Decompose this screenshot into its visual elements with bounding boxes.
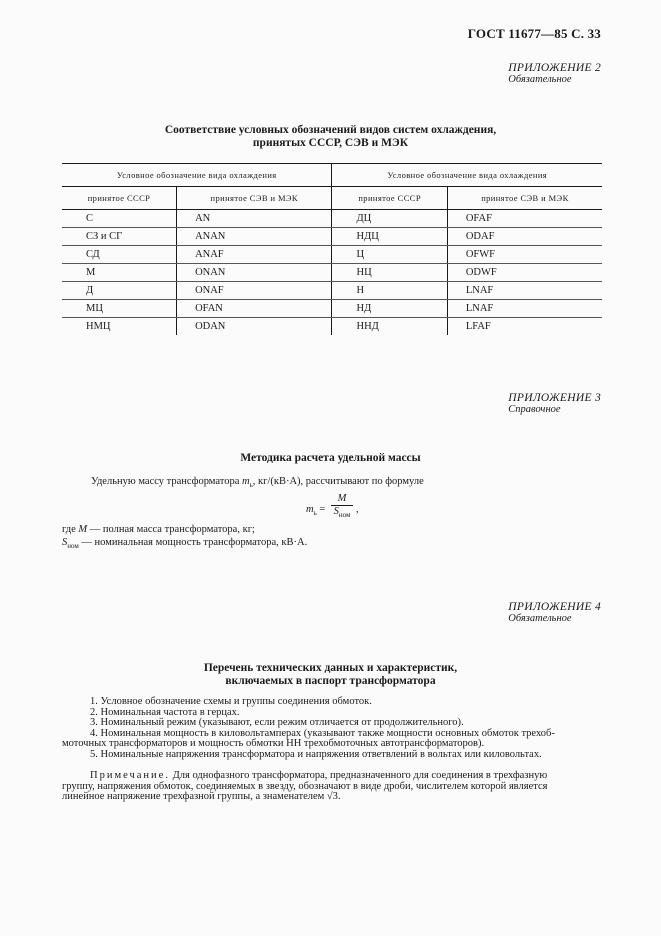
cell-sev: AN xyxy=(177,210,332,228)
cell-ussr: С xyxy=(62,210,177,228)
appendix-2-label: ПРИЛОЖЕНИЕ 2 xyxy=(508,62,601,74)
cell-ussr: НЦ xyxy=(332,264,447,282)
def-s-symbol: S xyxy=(62,537,68,548)
cell-ussr: СД xyxy=(62,246,177,264)
list-item: 4. Номинальная мощность в киловольтамперах (указывают также мощности основных обмоток трехоб- xyxy=(90,727,555,739)
table-row xyxy=(62,282,602,300)
cell-sev: OFAN xyxy=(177,300,332,318)
appendix-2-title-line-2: принятых СССР, СЭВ и МЭК xyxy=(252,137,409,149)
formula-comma: , xyxy=(356,504,359,515)
note-line-2: группу, напряжения обмоток, соединяемых в звезду, обозначают в виде дроби, числителем которой является xyxy=(62,780,548,792)
appendix-3-title: Методика расчета удельной массы xyxy=(240,452,421,464)
appendix-4-title xyxy=(0,662,661,688)
def-m-symbol: M xyxy=(78,524,88,535)
cell-ussr: СЗ и СГ xyxy=(62,228,177,246)
cell-ussr: ННД xyxy=(332,318,447,336)
cell-ussr: МЦ xyxy=(62,300,177,318)
appendix-4-title-line-2: включаемых в паспорт трансформатора xyxy=(225,675,436,687)
table-group-header-right: Условное обозначение вида охлаждения xyxy=(332,164,602,187)
cell-ussr: НД xyxy=(332,300,447,318)
cell-ussr: Н xyxy=(332,282,447,300)
cell-sev: LNAF xyxy=(447,282,602,300)
cell-sev: ODAF xyxy=(447,228,602,246)
table-row xyxy=(62,300,602,318)
col-header-ussr-left: принятое СССР xyxy=(62,187,177,210)
cell-sev: OFWF xyxy=(447,246,602,264)
cell-ussr: НДЦ xyxy=(332,228,447,246)
def-s-sub: ном xyxy=(67,542,79,551)
formula-lhs-sub: ь xyxy=(313,509,317,518)
note-block: Примечание. Для однофазного трансформатора, предназначенного для соединения в трехфазную группу, напряжения обмоток, соединяемых в звезду, обозначают в виде дроби, числителем которой является линейное напряжение трехфазной группы, а знаменателем √3. xyxy=(62,771,607,803)
cell-sev: LFAF xyxy=(465,321,491,332)
cell-sev: ONAN xyxy=(177,264,332,282)
cell-ussr: ДЦ xyxy=(332,210,447,228)
appendix-2-title xyxy=(0,124,661,150)
note-label: Примечание. xyxy=(90,770,170,781)
list-item: 1. Условное обозначение схемы и группы соединения обмоток. xyxy=(90,696,372,707)
cell-sev: OFAF xyxy=(447,210,602,228)
intro-symbol-sub: ь xyxy=(249,481,253,490)
cell-ussr: Ц xyxy=(332,246,447,264)
appendix-3-status: Справочное xyxy=(508,404,561,415)
formula-intro xyxy=(91,476,424,489)
definition-s: $S_{ном}$ — номинальная мощность трансформатора, кВ·А. xyxy=(62,537,308,551)
col-header-sev-right: принятое СЭВ и МЭК xyxy=(447,187,602,210)
list-item: 3. Номинальный режим (указывают, если режим отличается от продолжительного). xyxy=(90,717,464,729)
appendix-2-title-line-1: Соответствие условных обозначений видов систем охлаждения, xyxy=(164,124,497,136)
cell-sev: ODWF xyxy=(447,264,602,282)
cell-ussr: Д xyxy=(62,282,177,300)
formula-numerator: M xyxy=(331,493,353,506)
table-group-header-left: Условное обозначение вида охлаждения xyxy=(62,164,332,187)
col-header-sev-left: принятое СЭВ и МЭК xyxy=(177,187,332,210)
cell-ussr: М xyxy=(62,264,177,282)
table-row xyxy=(62,228,602,246)
appendix-2-heading xyxy=(508,62,601,85)
appendix-4-label: ПРИЛОЖЕНИЕ 4 xyxy=(508,601,601,613)
passport-data-list xyxy=(62,697,607,761)
intro-symbol: m xyxy=(242,476,250,487)
col-header-ussr-right: принятое СССР xyxy=(332,187,447,210)
formula-lhs: m xyxy=(306,504,314,515)
appendix-3-label: ПРИЛОЖЕНИЕ 3 xyxy=(508,392,601,404)
appendix-4-heading xyxy=(508,601,601,624)
appendix-2-status: Обязательное xyxy=(508,74,572,85)
table-row xyxy=(62,210,602,228)
cell-sev: ODAN xyxy=(177,318,332,336)
cell-sev: ANAN xyxy=(177,228,332,246)
appendix-3-heading xyxy=(508,392,601,415)
cell-sev: ANAF xyxy=(177,246,332,264)
cell-sev: ONAF xyxy=(177,282,332,300)
list-item: 2. Номинальная частота в герцах. xyxy=(90,706,240,718)
intro-text: Удельную массу трансформатора xyxy=(91,476,242,487)
table-row xyxy=(62,264,602,282)
note-line-3: линейное напряжение трехфазной группы, а знаменателем xyxy=(62,791,327,803)
definition-m: где M — полная масса трансформатора, кг; xyxy=(62,524,255,535)
table-row xyxy=(62,318,602,336)
list-item-continuation: моточных трансформаторов и мощность обмотки НН трехобмоточных автотрансформаторов). xyxy=(62,738,485,750)
appendix-4-status: Обязательное xyxy=(508,613,572,624)
intro-text-end: , кг/(кВ·А), рассчитывают по формуле xyxy=(252,476,424,487)
list-item: 5. Номинальные напряжения трансформатора и напряжения ответвлений в вольтах или киловольтах. xyxy=(90,748,542,760)
cooling-designation-table xyxy=(62,163,602,335)
table-row xyxy=(62,246,602,264)
cell-ussr: НМЦ xyxy=(62,318,177,336)
page-header: ГОСТ 11677—85 С. 33 xyxy=(467,26,601,41)
sqrt-three: √3 xyxy=(326,791,338,803)
formula-denominator-sub: ном xyxy=(338,511,351,520)
cell-sev: LNAF xyxy=(447,300,602,318)
formula-denominator: S xyxy=(333,506,339,517)
appendix-4-title-line-1: Перечень технических данных и характеристик, xyxy=(203,662,458,674)
